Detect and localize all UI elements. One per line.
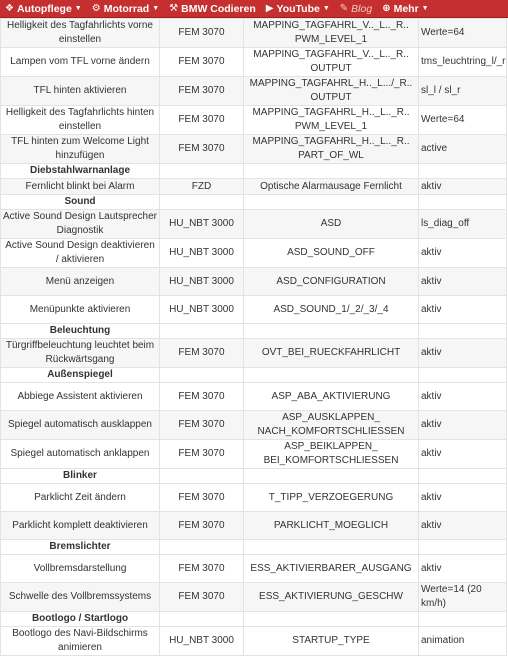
empty-cell (419, 324, 507, 339)
section-row (1, 612, 507, 627)
nav-item-bmw-codieren[interactable] (164, 0, 261, 17)
top-navbar (0, 0, 508, 18)
value-cell: animation (419, 627, 507, 656)
empty-cell (419, 164, 507, 179)
caret-down-icon: ▼ (74, 5, 82, 12)
module-cell: HU_NBT 3000 (160, 296, 244, 324)
function-cell: TFL hinten aktivieren (1, 77, 160, 106)
empty-cell (160, 540, 244, 555)
value-cell: aktiv (419, 268, 507, 296)
value-cell: aktiv (419, 440, 507, 469)
function-cell: Fernlicht blinkt bei Alarm (1, 179, 160, 195)
module-cell: FEM 3070 (160, 583, 244, 612)
nav-item-label: Blog (351, 2, 373, 15)
function-cell: Bootlogo des Navi-Bildschirms animieren (1, 627, 160, 656)
empty-cell (160, 195, 244, 210)
code-cell: PARKLICHT_MOEGLICH (244, 512, 419, 540)
caret-down-icon: ▼ (421, 5, 429, 12)
table-row (1, 339, 507, 368)
section-row (1, 195, 507, 210)
empty-cell (244, 540, 419, 555)
empty-cell (419, 540, 507, 555)
table-row (1, 106, 507, 135)
nav-item-label: Motorrad (103, 2, 150, 15)
empty-cell (244, 368, 419, 383)
table-row (1, 583, 507, 612)
code-cell: MAPPING_TAGFAHRL_V.._L.._R.. OUTPUT (244, 48, 419, 77)
coding-table (0, 18, 507, 656)
pencil-icon: ✎ (339, 2, 349, 14)
module-cell: FEM 3070 (160, 484, 244, 512)
code-cell: Optische Alarmausage Fernlicht (244, 179, 419, 195)
function-cell: Abbiege Assistent aktivieren (1, 383, 160, 411)
module-cell: FEM 3070 (160, 411, 244, 440)
wrench-icon: ⚒ (169, 2, 179, 14)
value-cell: Werte=64 (419, 19, 507, 48)
function-cell: Türgriffbeleuchtung leuchtet beim Rückwärtsgang (1, 339, 160, 368)
module-cell: FEM 3070 (160, 77, 244, 106)
section-row (1, 368, 507, 383)
module-cell: FZD (160, 179, 244, 195)
empty-cell (244, 612, 419, 627)
value-cell: tms_leuchtring_l/_r (419, 48, 507, 77)
table-row (1, 440, 507, 469)
function-cell: Parklicht Zeit ändern (1, 484, 160, 512)
nav-item-youtube[interactable] (261, 0, 335, 17)
table-row (1, 19, 507, 48)
section-row (1, 469, 507, 484)
module-cell: FEM 3070 (160, 106, 244, 135)
function-cell: Menüpunkte aktivieren (1, 296, 160, 324)
module-cell: FEM 3070 (160, 48, 244, 77)
nav-item-label: YouTube (276, 2, 320, 15)
module-cell: FEM 3070 (160, 19, 244, 48)
table-row (1, 296, 507, 324)
module-cell: HU_NBT 3000 (160, 627, 244, 656)
nav-item-motorrad[interactable] (87, 0, 164, 17)
function-cell: Parklicht komplett deaktivieren (1, 512, 160, 540)
module-cell: HU_NBT 3000 (160, 210, 244, 239)
section-heading: Bremslichter (1, 540, 160, 555)
empty-cell (160, 612, 244, 627)
code-cell: ASD (244, 210, 419, 239)
empty-cell (419, 612, 507, 627)
function-cell: TFL hinten zum Welcome Light hinzufügen (1, 135, 160, 164)
module-cell: FEM 3070 (160, 440, 244, 469)
car-icon: ❖ (5, 2, 14, 14)
empty-cell (419, 469, 507, 484)
value-cell: Werte=64 (419, 106, 507, 135)
function-cell: Vollbremsdarstellung (1, 555, 160, 583)
code-cell: MAPPING_TAGFAHRL_H.._L.._R.. PWM_LEVEL_1 (244, 106, 419, 135)
code-cell: ASP_AUSKLAPPEN_ NACH_KOMFORTSCHLIESSEN (244, 411, 419, 440)
table-row (1, 135, 507, 164)
function-cell: Lampen vom TFL vorne ändern (1, 48, 160, 77)
table-row (1, 179, 507, 195)
section-heading: Sound (1, 195, 160, 210)
empty-cell (419, 195, 507, 210)
table-row (1, 268, 507, 296)
nav-item-blog[interactable] (335, 0, 377, 17)
empty-cell (244, 164, 419, 179)
motorcycle-icon: ⚙ (91, 2, 101, 14)
code-cell: ESS_AKTIVIERBARER_AUSGANG (244, 555, 419, 583)
function-cell: Menü anzeigen (1, 268, 160, 296)
value-cell: Werte=14 (20 km/h) (419, 583, 507, 612)
value-cell: aktiv (419, 296, 507, 324)
code-cell: MAPPING_TAGFAHRL_H.._L.../_R.. OUTPUT (244, 77, 419, 106)
value-cell: active (419, 135, 507, 164)
section-row (1, 540, 507, 555)
module-cell: HU_NBT 3000 (160, 239, 244, 268)
code-cell: ASD_CONFIGURATION (244, 268, 419, 296)
code-cell: ASP_ABA_AKTIVIERUNG (244, 383, 419, 411)
function-cell: Helligkeit des Tagfahrlichts vorne einstellen (1, 19, 160, 48)
code-cell: ASD_SOUND_OFF (244, 239, 419, 268)
table-row (1, 210, 507, 239)
value-cell: aktiv (419, 339, 507, 368)
function-cell: Active Sound Design deaktivieren / aktivieren (1, 239, 160, 268)
module-cell: FEM 3070 (160, 135, 244, 164)
section-heading: Beleuchtung (1, 324, 160, 339)
value-cell: sl_l / sl_r (419, 77, 507, 106)
section-heading: Blinker (1, 469, 160, 484)
caret-down-icon: ▼ (322, 5, 330, 12)
function-cell: Spiegel automatisch anklappen (1, 440, 160, 469)
caret-down-icon: ▼ (152, 5, 160, 12)
nav-item-label: Autopflege (16, 2, 72, 15)
module-cell: FEM 3070 (160, 339, 244, 368)
value-cell: aktiv (419, 484, 507, 512)
module-cell: FEM 3070 (160, 555, 244, 583)
nav-item-label: BMW Codieren (181, 2, 256, 15)
empty-cell (244, 469, 419, 484)
section-row (1, 164, 507, 179)
section-heading: Diebstahlwarnanlage (1, 164, 160, 179)
module-cell: FEM 3070 (160, 512, 244, 540)
empty-cell (160, 368, 244, 383)
value-cell: aktiv (419, 512, 507, 540)
nav-item-label: Mehr (393, 2, 419, 15)
code-cell: OVT_BEI_RUECKFAHRLICHT (244, 339, 419, 368)
code-cell: MAPPING_TAGFAHRL_V.._L.._R.. PWM_LEVEL_1 (244, 19, 419, 48)
section-row (1, 324, 507, 339)
function-cell: Spiegel automatisch ausklappen (1, 411, 160, 440)
nav-item-autopflege[interactable] (0, 0, 87, 17)
table-row (1, 411, 507, 440)
youtube-icon: ▶ (265, 2, 274, 14)
empty-cell (244, 324, 419, 339)
value-cell: aktiv (419, 383, 507, 411)
module-cell: FEM 3070 (160, 383, 244, 411)
empty-cell (244, 195, 419, 210)
table-row (1, 48, 507, 77)
table-row (1, 512, 507, 540)
table-row (1, 627, 507, 656)
code-cell: ASP_BEIKLAPPEN_ BEI_KOMFORTSCHLIESSEN (244, 440, 419, 469)
empty-cell (419, 368, 507, 383)
function-cell: Helligkeit des Tagfahrlichts hinten einstellen (1, 106, 160, 135)
code-cell: ESS_AKTIVIERUNG_GESCHW (244, 583, 419, 612)
table-row (1, 484, 507, 512)
more-icon: ⊕ (382, 2, 391, 14)
module-cell: HU_NBT 3000 (160, 268, 244, 296)
code-cell: T_TIPP_VERZOEGERUNG (244, 484, 419, 512)
value-cell: aktiv (419, 411, 507, 440)
empty-cell (160, 164, 244, 179)
section-heading: Bootlogo / Startlogo (1, 612, 160, 627)
value-cell: aktiv (419, 555, 507, 583)
function-cell: Schwelle des Vollbremssystems (1, 583, 160, 612)
code-cell: STARTUP_TYPE (244, 627, 419, 656)
coding-table-body (1, 19, 507, 656)
table-row (1, 555, 507, 583)
code-cell: MAPPING_TAGFAHRL_H.._L.._R.. PART_OF_WL (244, 135, 419, 164)
table-row (1, 77, 507, 106)
value-cell: aktiv (419, 179, 507, 195)
coding-table-wrapper (0, 18, 508, 656)
code-cell: ASD_SOUND_1/_2/_3/_4 (244, 296, 419, 324)
section-heading: Außenspiegel (1, 368, 160, 383)
table-row (1, 383, 507, 411)
empty-cell (160, 469, 244, 484)
value-cell: ls_diag_off (419, 210, 507, 239)
empty-cell (160, 324, 244, 339)
nav-item-mehr[interactable] (377, 0, 433, 17)
function-cell: Active Sound Design Lautsprecher Diagnostik (1, 210, 160, 239)
table-row (1, 239, 507, 268)
value-cell: aktiv (419, 239, 507, 268)
